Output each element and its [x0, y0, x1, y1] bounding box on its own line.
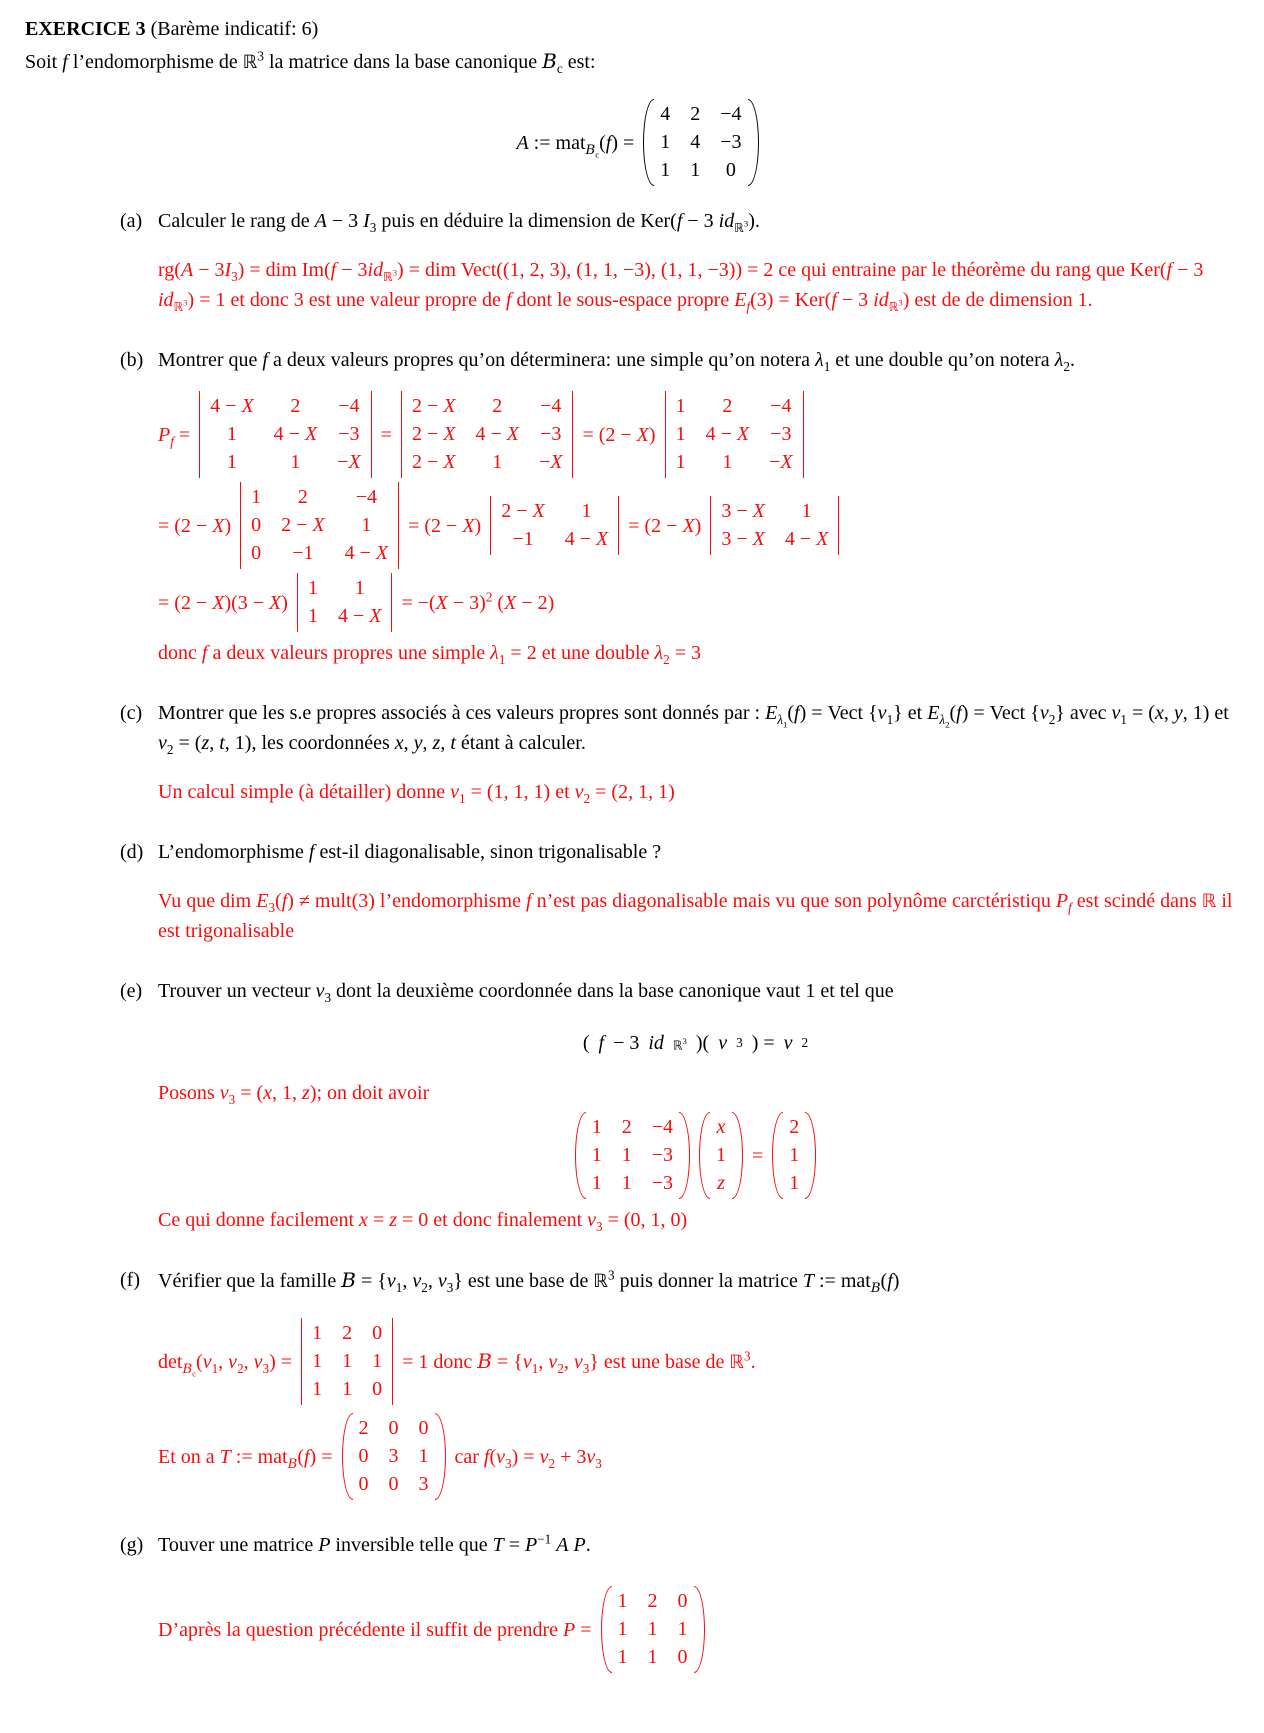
exercise-title-bold: EXERCICE 3: [25, 18, 146, 40]
item-a-label: (a): [120, 210, 143, 232]
exercise-title-rest: (Barème indicatif: 6): [145, 18, 319, 40]
matrix-cell: −X: [538, 451, 563, 473]
left-paren-icon: [601, 1586, 612, 1673]
item-f: [120, 1265, 1250, 1500]
item-d: [120, 837, 1250, 946]
matrix-cell: 1: [290, 451, 301, 473]
equals-sign: =: [752, 1144, 764, 1167]
item-f-label: (f): [120, 1269, 140, 1291]
matrix-cell: 1: [660, 159, 671, 181]
matrix-cell: 0: [418, 1417, 429, 1439]
right-paren-icon: [694, 1586, 705, 1673]
matrix-cell: −3: [338, 423, 360, 445]
matrix-t-lhs: Et on a T := mat$_B$(f) =: [158, 1445, 333, 1472]
item-b-body: [158, 345, 1233, 668]
factor-product: = (2 − X)(3 − X): [158, 591, 288, 614]
det-basis-line: [158, 1318, 1233, 1405]
matrix-p: [601, 1586, 705, 1673]
matrix-cell: 1: [675, 451, 686, 473]
question-f: Vérifier que la famille $B = \{v_1$, $v_2$, $v_3$} est une base de ℝ$^3$ puis donner la matrice T := mat$_B$(f): [158, 1267, 900, 1296]
right-paren-icon: [732, 1112, 743, 1199]
matrix-cell: 1: [342, 1350, 353, 1372]
matrix-cell: 2: [358, 1417, 369, 1439]
matrix-cell: 2 − X: [411, 423, 456, 445]
matrix-cell: x: [716, 1116, 726, 1138]
matrix-cell: 3 − X: [721, 500, 765, 522]
matrix-m-grid: [586, 1112, 679, 1199]
matrix-cell: 3: [418, 1473, 429, 1495]
matrix-cell: 1: [675, 395, 686, 417]
determinant-4: [240, 482, 399, 569]
matrix-cell: 4: [660, 103, 671, 125]
matrix-cell: 1: [690, 159, 701, 181]
matrix-cell: 0: [358, 1473, 369, 1495]
matrix-cell: 1: [307, 605, 318, 627]
matrix-cell: 2: [290, 395, 301, 417]
matrix-cell: −1: [512, 528, 534, 550]
question-a: Calculer le rang de A − 3 $I_3$ puis en déduire la dimension de Ker(f − 3 $id_{ℝ^3}$).: [158, 210, 760, 235]
matrix-cell: 1: [647, 1618, 658, 1640]
matrix-cell: 0: [677, 1590, 688, 1612]
matrix-cell: 4 − X: [273, 423, 318, 445]
equals-sign: =: [380, 423, 392, 446]
matrix-cell: 1: [418, 1445, 429, 1467]
matrix-cell: 1: [647, 1646, 658, 1668]
matrix-cell: −3: [770, 423, 792, 445]
matrix-cell: 2 − X: [281, 514, 325, 536]
item-c-body: [158, 698, 1233, 807]
matrix-cell: 1: [354, 577, 365, 599]
item-f-body: [158, 1265, 1233, 1500]
matrix-cell: 2: [297, 486, 308, 508]
matrix-t-rhs: car $f(v_3) = v_2 + 3v_3$: [454, 1445, 602, 1471]
matrix-cell: −X: [337, 451, 361, 473]
matrix-cell: 0: [388, 1417, 399, 1439]
answer-e-conclusion: Ce qui donne facilement x = z = 0 et donc finalement $v_3 = (0$, 1, 0): [158, 1209, 688, 1234]
matrix-cell: 4 − X: [475, 423, 519, 445]
matrix-cell: 1: [591, 1116, 602, 1138]
question-d: L’endomorphisme f est-il diagonalisable, sinon trigonalisable ?: [158, 841, 662, 863]
matrix-cell: 1: [722, 451, 733, 473]
matrix-cell: 1: [312, 1350, 323, 1372]
matrix-cell: 1: [581, 500, 592, 522]
factor-2-minus-x: = (2 − X): [628, 514, 702, 537]
matrix-cell: 4 − X: [210, 395, 254, 417]
vector-x-grid: [710, 1112, 732, 1199]
matrix-cell: 1: [617, 1618, 628, 1640]
matrix-cell: −3: [651, 1144, 673, 1166]
matrix-cell: 0: [251, 514, 262, 536]
matrix-cell: 0: [251, 542, 262, 564]
matrix-cell: 2 − X: [411, 451, 456, 473]
matrix-cell: −4: [355, 486, 377, 508]
matrix-cell: 1: [591, 1144, 602, 1166]
matrix-cell: 1: [621, 1144, 632, 1166]
conclusion-b: donc f a deux valeurs propres une simple $\lambda_1 = 2$ et une double $\lambda_2 = 3$: [158, 642, 701, 667]
matrix-cell: 1: [312, 1378, 323, 1400]
matrix-a-grid: [654, 99, 747, 186]
matrix-cell: 1: [307, 577, 318, 599]
matrix-t: [342, 1413, 446, 1500]
matrix-m: [575, 1112, 690, 1199]
pf-result: = $-(X - 3)^2$ (X − 2): [401, 588, 555, 614]
item-a-body: [158, 206, 1233, 315]
matrix-cell: −3: [720, 131, 742, 153]
left-paren-icon: [575, 1112, 586, 1199]
matrix-cell: 1: [621, 1172, 632, 1194]
matrix-cell: z: [717, 1172, 725, 1194]
pf-line-2: [158, 482, 1233, 569]
matrix-cell: 4: [690, 131, 701, 153]
matrix-cell: 1: [312, 1322, 323, 1344]
matrix-cell: 2: [342, 1322, 353, 1344]
matrix-cell: 1: [492, 451, 503, 473]
matrix-p-grid: [612, 1586, 694, 1673]
matrix-cell: 1: [675, 423, 686, 445]
matrix-t-grid: [353, 1413, 435, 1500]
left-paren-icon: [643, 99, 654, 186]
matrix-cell: 2: [690, 103, 701, 125]
intro-line: Soit f l’endomorphisme de ℝ$^3$ la matrice dans la base canonique $B_c$ est:: [25, 48, 596, 76]
matrix-cell: −X: [769, 451, 793, 473]
left-paren-icon: [772, 1112, 783, 1199]
item-e-body: [158, 976, 1233, 1235]
matrix-cell: 1: [342, 1378, 353, 1400]
right-paren-icon: [805, 1112, 816, 1199]
matrix-a-equation: [25, 99, 1250, 186]
matrix-cell: 3 − X: [721, 528, 765, 550]
det-lhs: $\det_{B_c}(v_1$, $v_2$, $v_3$) =: [158, 1350, 293, 1379]
matrix-cell: 0: [725, 159, 736, 181]
matrix-cell: −4: [770, 395, 792, 417]
matrix-cell: 1: [617, 1646, 628, 1668]
matrix-cell: −4: [651, 1116, 673, 1138]
answer-c: Un calcul simple (à détailler) donne $v_1 = (1$, 1, 1) et $v_2 = (2$, 1, 1): [158, 781, 675, 806]
matrix-cell: 1: [591, 1172, 602, 1194]
matrix-cell: 1: [677, 1618, 688, 1640]
item-c: [120, 698, 1250, 807]
question-g: Touver une matrice P inversible telle que $T = P^{-1}$ A P.: [158, 1531, 591, 1556]
item-g-body: [158, 1530, 1233, 1673]
matrix-p-lhs: D’après la question précédente il suffit de prendre P =: [158, 1618, 592, 1641]
matrix-cell: 2: [789, 1116, 800, 1138]
matrix-cell: −1: [292, 542, 314, 564]
item-c-label: (c): [120, 702, 143, 724]
left-paren-icon: [699, 1112, 710, 1199]
pf-lhs: $P_f$ =: [158, 423, 191, 449]
matrix-cell: 1: [716, 1144, 726, 1166]
item-b: [120, 345, 1250, 668]
matrix-a: [643, 99, 758, 186]
matrix-cell: 1: [226, 451, 237, 473]
matrix-cell: 1: [226, 423, 237, 445]
matrix-cell: 4 − X: [705, 423, 750, 445]
item-g-label: (g): [120, 1534, 144, 1556]
matrix-cell: −3: [651, 1172, 673, 1194]
item-e-label: (e): [120, 980, 143, 1002]
determinant-3: [665, 391, 804, 478]
item-g: [120, 1530, 1250, 1673]
question-b: Montrer que f a deux valeurs propres qu’on déterminera: une simple qu’on notera $\lambda_1$ et une double qu’on notera $\lambda_2$.: [158, 349, 1075, 374]
matrix-cell: 1: [361, 514, 372, 536]
item-d-body: [158, 837, 1233, 946]
pf-line-1: [158, 391, 1233, 478]
matrix-cell: 0: [677, 1646, 688, 1668]
determinant-2: [401, 391, 574, 478]
matrix-cell: 0: [372, 1378, 383, 1400]
matrix-cell: 1: [789, 1144, 800, 1166]
equation-e: ( f − 3 id ℝ$^3$ )( v 3 ) = v 2: [582, 1032, 809, 1054]
matrix-cell: 4 − X: [344, 542, 389, 564]
matrix-cell: 2: [647, 1590, 658, 1612]
matrix-cell: −4: [338, 395, 360, 417]
matrix-cell: −4: [540, 395, 562, 417]
matrix-cell: −4: [720, 103, 742, 125]
vector-b-grid: [783, 1112, 805, 1199]
matrix-cell: 1: [660, 131, 671, 153]
determinant-basis: [301, 1318, 393, 1405]
question-e: Trouver un vecteur $v_3$ dont la deuxième coordonnée dans la base canonique vaut 1 et tel que: [158, 980, 894, 1005]
item-a: [120, 206, 1250, 315]
vector-b: [772, 1112, 816, 1199]
answer-a: $rg(A - 3I_3)$ = dim $Im(f - 3id_{ℝ^3})$ = dim Vect((1, 2, 3), (1, 1, −3), (1, 1, −3)) = 2 ce qui entraine par le théorème du rang que Ker(f − 3 $id_{ℝ^3}) = 1$ et donc 3 est une valeur propre de f dont le sous-espace propre $E_f(3) = Ker(f - 3$ $id_{ℝ^3}$) est de de dimension 1.: [158, 259, 1204, 314]
answer-d: Vu que dim $E_3(f)$ ≠ mult(3) l’endomorphisme f n’est pas diagonalisable mais vu que son polynôme carctéristiqu $P_f$ est scindé dans ℝ il est trigonalisable: [158, 890, 1233, 942]
matrix-cell: 2: [492, 395, 503, 417]
factor-2-minus-x: = (2 − X): [582, 423, 656, 446]
answer-e-posons: Posons $v_3 = (x$, 1, z); on doit avoir: [158, 1082, 430, 1107]
right-paren-icon: [435, 1413, 446, 1500]
matrix-cell: 3: [388, 1445, 399, 1467]
matrix-cell: 0: [358, 1445, 369, 1467]
matrix-cell: 1: [251, 486, 262, 508]
matrix-cell: 2: [722, 395, 733, 417]
matrix-cell: 0: [388, 1473, 399, 1495]
matrix-cell: 2 − X: [411, 395, 456, 417]
exercise-title: [25, 14, 1250, 44]
matrix-p-line: [158, 1586, 1233, 1673]
matrix-a-lhs: A := mat$_{B_c}$(f) =: [516, 131, 635, 160]
determinant-1: [199, 391, 372, 478]
matrix-cell: 1: [372, 1350, 383, 1372]
matrix-equation-e: [158, 1112, 1233, 1199]
item-b-label: (b): [120, 349, 144, 371]
left-paren-icon: [342, 1413, 353, 1500]
right-paren-icon: [679, 1112, 690, 1199]
matrix-cell: 4 − X: [564, 528, 609, 550]
item-e: [120, 976, 1250, 1235]
right-paren-icon: [748, 99, 759, 186]
matrix-cell: 4 − X: [337, 605, 382, 627]
matrix-cell: 1: [801, 500, 812, 522]
char-poly-computation: [158, 391, 1233, 668]
det-rhs: = 1 donc $B = \{v_1$, $v_2$, $v_3$} est une base de ℝ$^3$.: [402, 1348, 756, 1376]
matrix-cell: 2 − X: [501, 500, 545, 522]
determinant-7: [297, 573, 393, 632]
determinant-6: [710, 496, 839, 555]
matrix-t-line: [158, 1413, 1233, 1500]
factor-2-minus-x: = (2 − X): [408, 514, 482, 537]
vector-x: [699, 1112, 743, 1199]
matrix-cell: 1: [617, 1590, 628, 1612]
matrix-cell: 4 − X: [784, 528, 829, 550]
matrix-cell: 0: [372, 1322, 383, 1344]
matrix-cell: 1: [789, 1172, 800, 1194]
determinant-5: [490, 496, 619, 555]
item-d-label: (d): [120, 841, 144, 863]
question-c: Montrer que les s.e propres associés à ces valeurs propres sont donnés par : $E_{\lambda_1}(f)$ = Vect $\{v_1\}$ et $E_{\lambda_2}(f)$ = Vect $\{v_2\}$ avec $v_1 = (x$, y, 1) et $v_2 = (z$, t, 1), les coordonnées x, y, z, t étant à calculer.: [158, 702, 1229, 757]
pf-line-3: [158, 573, 1233, 632]
matrix-cell: 2: [621, 1116, 632, 1138]
factor-2-minus-x: = (2 − X): [158, 514, 232, 537]
matrix-cell: −3: [540, 423, 562, 445]
